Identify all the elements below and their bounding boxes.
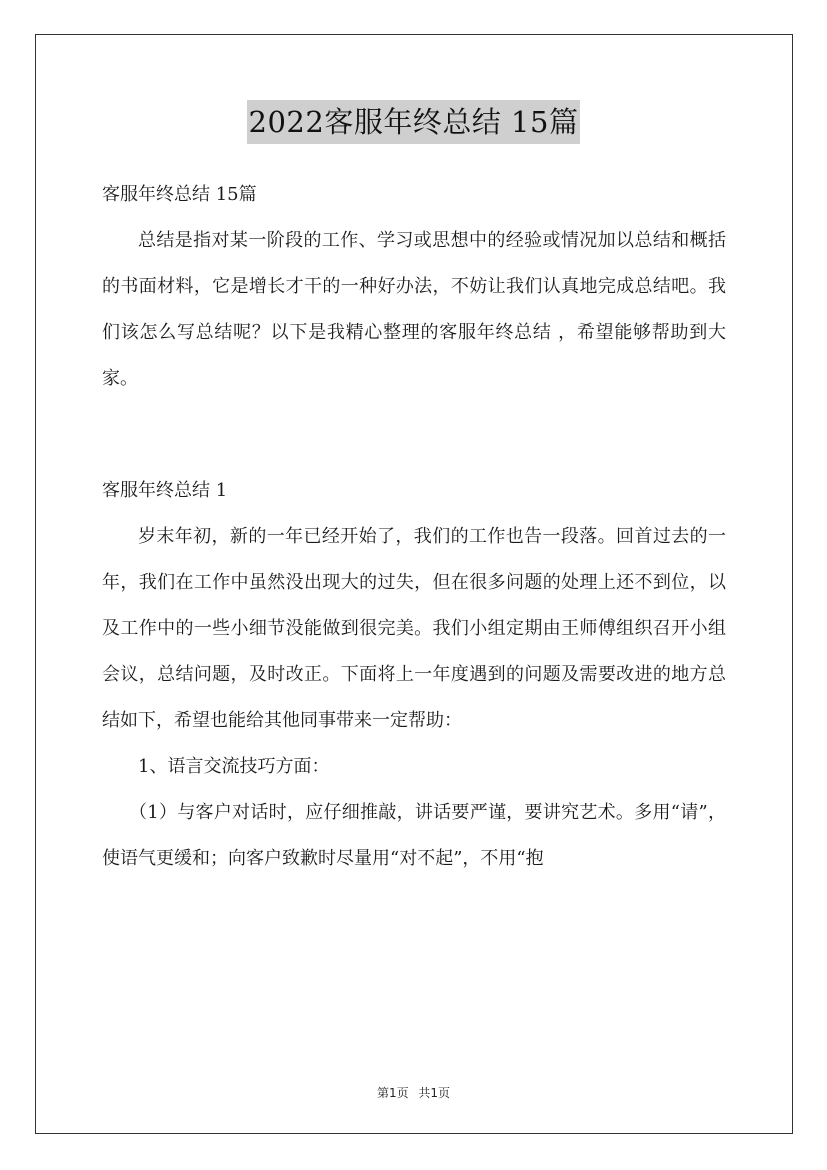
document-body (102, 172, 726, 882)
page-number-total: 共1页 (418, 1086, 451, 1100)
section-paragraph: 岁末年初，新的一年已经开始了，我们的工作也告一段落。回首过去的一年，我们在工作中虽然没出现大的过失，但在很多问题的处理上还不到位，以及工作中的一些小细节没能做到很完美。我们小组定期由王师傅组织召开小组会议，总结问题，及时改正。下面将上一年度遇到的问题及需要改进的地方总结如下，希望也能给其他同事带来一定帮助： (102, 526, 726, 731)
list-subitem: （1）与客户对话时，应仔细推敲，讲话要严谨，要讲究艺术。多用“请”，使语气更缓和；向客户致歉时尽量用“对不起”，不用“抱 (102, 802, 726, 869)
section-heading: 客服年终总结 1 (102, 480, 228, 501)
title-container (0, 100, 827, 144)
document-subtitle: 客服年终总结 15篇 (102, 184, 257, 205)
intro-paragraph: 总结是指对某一阶段的工作、学习或思想中的经验或情况加以总结和概括的书面材料，它是增长才干的一种好办法，不妨让我们认真地完成总结吧。我们该怎么写总结呢？以下是我精心整理的客服年终总结 ，希望能够帮助到大家。 (102, 230, 726, 389)
page-footer (0, 1084, 827, 1101)
section-spacer (102, 402, 726, 468)
list-item-heading: 1、语言交流技巧方面： (138, 756, 330, 777)
document-title: 2022客服年终总结 15篇 (247, 100, 581, 144)
page-number-current: 第1页 (376, 1086, 409, 1100)
